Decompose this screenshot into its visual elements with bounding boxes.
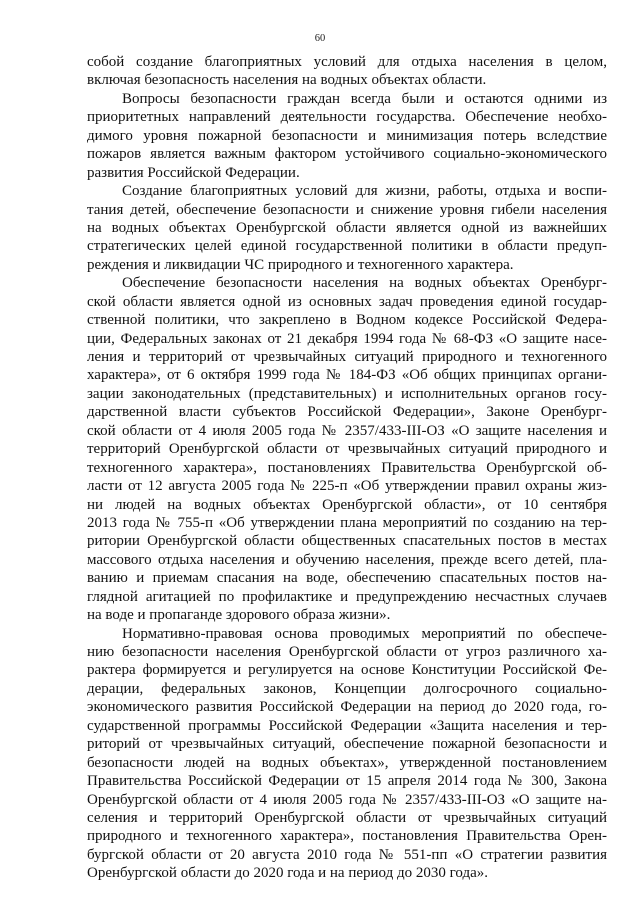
text-line: включая безопасность населения на водных объектах области. (87, 72, 487, 89)
page-number: 60 (314, 33, 326, 44)
text-line: природного и техногенного характера», постановления Правительства Орен- (87, 828, 607, 845)
text-line: димого уровня пожарной безопасности и минимизация потерь вследствие (87, 127, 607, 144)
text-line: ской области от 4 июля 2005 года № 2357/433-III-ОЗ «О защите населения и (87, 422, 607, 439)
text-line: ской области является одной из основных задач проведения единой государ- (87, 293, 607, 310)
text-line: экономического развития Российской Федерации на период до 2020 года, го- (87, 699, 607, 716)
text-line: техногенного характера», постановлениях Правительства Оренбургской об- (87, 459, 607, 476)
text-line: ванию и приемам спасания на воде, обеспечению спасательных постов на- (87, 570, 607, 587)
text-line: дерации, федеральных законов, Концепции долгосрочного социально- (87, 680, 607, 697)
text-line: ни людей на водных объектах Оренбургской области», от 10 сентября (87, 496, 607, 513)
text-line: Правительства Российской Федерации от 15 апреля 2014 года № 300, Закона (87, 773, 607, 790)
text-line: риторий от чрезвычайных ситуаций, обеспечение пожарной безопасности и (87, 736, 607, 753)
text-line: глядной агитацией по профилактике и предупреждению несчастных случаев (87, 588, 607, 605)
text-line: ления и территорий от чрезвычайных ситуаций природного и техногенного (87, 349, 607, 365)
text-line: ственной политики, что закреплено в Водном кодексе Российской Федера- (87, 312, 607, 329)
text-line: Обеспечение безопасности населения на водных объектах Оренбург- (122, 275, 607, 292)
text-line: характера», от 6 октября 1999 года № 184-ФЗ «Об общих принципах органи- (87, 367, 607, 384)
text-line: рактера формируется и регулируется на основе Конституции Российской Фе- (87, 662, 607, 679)
text-line: развития Российской Федерации. (87, 164, 300, 181)
text-line: сударственной программы Российской Федерации «Защита населения и тер- (87, 717, 607, 734)
text-line: пожаров является важным фактором устойчивого социально-экономического (87, 146, 607, 163)
text-line: ции, Федеральных законах от 21 декабря 1994 года № 68-ФЗ «О защите насе- (87, 330, 607, 347)
text-line: массового отдыха населения и обучению населения, прежде всего детей, пла- (87, 551, 607, 568)
text-line: Создание благоприятных условий для жизни, работы, отдыха и воспи- (122, 183, 607, 200)
text-line: стратегических целей единой государственной политики в области предуп- (87, 238, 607, 255)
text-line: ритории Оренбургской области общественных спасательных постов в местах (87, 533, 607, 550)
text-line: Нормативно-правовая основа проводимых мероприятий по обеспече- (122, 625, 607, 642)
text-line: нию безопасности населения Оренбургской области от угроз различного ха- (87, 644, 607, 660)
text-line: Оренбургской области от 4 июля 2005 года № 2357/433-III-ОЗ «О защите на- (87, 791, 607, 808)
text-line: ласти от 12 августа 2005 года № 225-п «Об утверждении правил охраны жиз- (87, 478, 607, 495)
text-line: безопасности людей на водных объектах», утвержденной постановлением (87, 754, 607, 771)
text-line: 2013 года № 755-п «Об утверждении плана мероприятий по созданию на тер- (87, 514, 607, 531)
text-line: Оренбургской области до 2020 года и на период до 2030 года». (87, 865, 488, 882)
body-text (87, 53, 607, 883)
text-line: Вопросы безопасности граждан всегда были и остаются одними из (122, 90, 607, 107)
text-line: зации законодательных (представительных) и исполнительных органов госу- (87, 385, 607, 402)
text-line: бургской области от 20 августа 2010 года № 551-пп «О стратегии развития (87, 846, 607, 863)
text-line: приоритетных направлений деятельности государства. Обеспечение необхо- (87, 109, 607, 126)
text-line: селения и территорий Оренбургской области от чрезвычайных ситуаций (87, 809, 607, 826)
text-line: на воде и пропаганде здорового образа жизни». (87, 607, 391, 624)
text-line: реждения и ликвидации ЧС природного и техногенного характера. (87, 256, 514, 273)
text-line: дарственной власти субъектов Российской Федерации», Законе Оренбург- (87, 404, 607, 421)
text-line: на водных объектах Оренбургской области является одной из важнейших (87, 219, 607, 236)
text-line: территорий Оренбургской области от чрезвычайных ситуаций природного и (87, 441, 607, 458)
text-line: собой создание благоприятных условий для отдыха населения в целом, (87, 54, 607, 70)
text-line: тания детей, обеспечение безопасности и снижение уровня гибели населения (87, 201, 607, 218)
